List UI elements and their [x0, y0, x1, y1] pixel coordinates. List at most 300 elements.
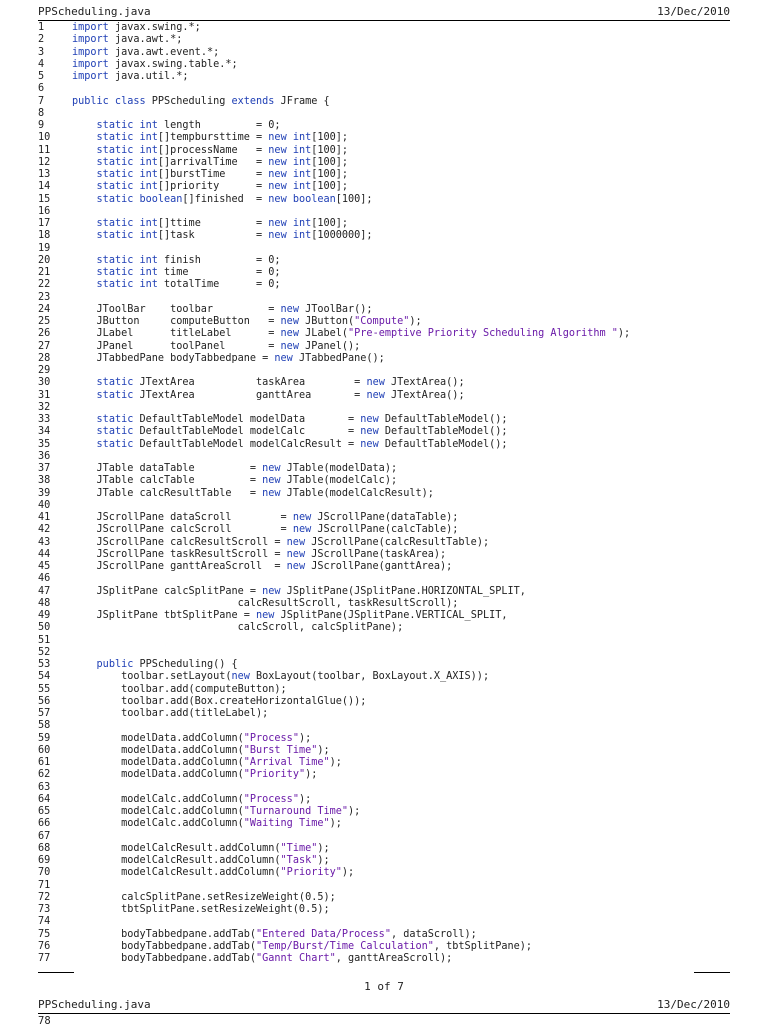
line-number: 3	[38, 46, 45, 58]
code-line	[38, 488, 738, 500]
code-text: modelCalcResult.addColumn(	[72, 867, 281, 879]
code-text: time = 0;	[157, 267, 281, 278]
code-line	[38, 573, 738, 585]
code-keyword: new int	[268, 218, 312, 229]
code-text: DefaultTableModel modelData =	[133, 414, 361, 425]
code-line	[38, 524, 738, 536]
code-line	[38, 230, 738, 242]
code-text: modelData.addColumn(	[72, 732, 244, 744]
code-keyword: new	[280, 303, 299, 315]
code-line	[38, 218, 738, 230]
code-text: JSplitPane calcSplitPane =	[72, 585, 263, 597]
code-line	[38, 561, 738, 573]
line-number: 50	[38, 622, 51, 634]
code-line	[38, 941, 738, 953]
line-number: 56	[38, 695, 51, 707]
code-text: toolbar.add(titleLabel);	[72, 708, 269, 719]
code-text: JScrollPane calcScroll =	[72, 524, 293, 536]
code-text: []task =	[157, 230, 269, 242]
code-line	[38, 549, 738, 561]
code-text: java.util.*;	[108, 71, 189, 82]
code-keyword: new int	[268, 144, 312, 156]
line-number: 27	[38, 340, 51, 352]
code-text: , dataScroll);	[390, 928, 477, 940]
code-line	[38, 341, 738, 353]
code-text	[72, 120, 97, 131]
code-keyword: public	[96, 659, 134, 670]
code-line	[38, 353, 738, 365]
code-line	[38, 708, 738, 720]
code-string: "Process"	[243, 793, 299, 805]
code-text: );	[298, 793, 312, 805]
code-text: JScrollPane(calcTable);	[311, 524, 459, 536]
code-text: BoxLayout(toolbar, BoxLayout.X_AXIS));	[249, 671, 490, 683]
code-line	[38, 34, 738, 46]
code-text: [100];	[311, 144, 349, 156]
line-number: 44	[38, 548, 51, 560]
code-keyword: new	[262, 463, 281, 474]
code-string: "Temp/Burst/Time Calculation"	[256, 940, 434, 952]
code-text: DefaultTableModel modelCalcResult =	[133, 438, 361, 450]
line-number: 18	[38, 230, 51, 242]
line-number: 32	[38, 401, 51, 413]
code-keyword: public class	[72, 95, 146, 107]
code-text: );	[409, 316, 422, 327]
line-number: 29	[38, 365, 51, 376]
line-number: 30	[38, 377, 51, 389]
code-line	[38, 169, 738, 181]
code-text: JTabbedPane();	[292, 352, 385, 364]
code-line	[38, 145, 738, 157]
code-keyword: new	[280, 316, 299, 327]
line-number: 22	[38, 279, 51, 291]
code-text: JScrollPane(ganttArea);	[305, 561, 453, 572]
line-number: 54	[38, 671, 51, 683]
code-text: DefaultTableModel();	[378, 438, 508, 450]
code-text	[72, 132, 97, 143]
code-keyword: new int	[268, 169, 312, 180]
line-number: 4	[38, 58, 45, 70]
code-keyword: static int	[96, 230, 158, 242]
line-number: 48	[38, 597, 51, 609]
code-text: , tbtSplitPane);	[433, 940, 533, 952]
code-line	[38, 255, 738, 267]
line-number: 34	[38, 426, 51, 438]
code-string: "Task"	[280, 855, 318, 866]
header-date: 13/Dec/2010	[657, 5, 730, 18]
code-keyword: static	[96, 389, 134, 401]
code-string: "Burst Time"	[243, 744, 318, 756]
code-text: modelData.addColumn(	[72, 757, 244, 768]
code-keyword: static int	[96, 279, 158, 291]
line-number: 51	[38, 634, 51, 646]
code-line	[38, 916, 738, 928]
code-text: JTable calcTable =	[72, 475, 263, 487]
code-text: JTable(modelCalc);	[280, 475, 398, 487]
code-keyword: new	[360, 438, 379, 450]
line-number: 2	[38, 34, 45, 46]
line-number: 26	[38, 328, 51, 340]
code-text	[72, 194, 97, 205]
code-string: "Gannt Chart"	[256, 953, 336, 964]
code-text: tbtSplitPane.setResizeWeight(0.5);	[72, 904, 330, 915]
code-text	[72, 426, 97, 437]
code-line	[38, 818, 738, 830]
code-text: );	[348, 806, 361, 817]
code-keyword: static	[96, 377, 134, 389]
code-line	[38, 769, 738, 781]
code-text: bodyTabbedpane.addTab(	[72, 940, 257, 952]
code-line	[38, 782, 738, 794]
code-line	[38, 904, 738, 916]
code-keyword: import	[72, 71, 109, 82]
line-number: 60	[38, 744, 51, 756]
code-text	[72, 279, 97, 290]
code-keyword: new	[292, 512, 312, 523]
line-number: 37	[38, 463, 51, 474]
next-header-rule	[38, 1013, 730, 1014]
code-line	[38, 108, 738, 120]
code-text: modelData.addColumn(	[72, 769, 244, 781]
code-string: "Process"	[243, 732, 299, 744]
code-text	[72, 377, 97, 388]
line-number: 40	[38, 499, 51, 511]
code-text: javax.swing.*;	[108, 22, 201, 33]
code-line	[38, 635, 738, 647]
code-keyword: static int	[96, 132, 158, 144]
code-text: JSplitPane(JSplitPane.HORIZONTAL_SPLIT,	[280, 585, 526, 597]
code-keyword: new	[286, 561, 306, 572]
code-keyword: static	[96, 414, 134, 425]
code-line	[38, 194, 738, 206]
line-number: 33	[38, 414, 51, 425]
code-line	[38, 365, 738, 377]
code-text: []burstTime =	[157, 169, 269, 180]
code-keyword: new	[292, 524, 312, 536]
line-number: 74	[38, 916, 51, 928]
line-number: 52	[38, 646, 51, 658]
code-text: modelCalc.addColumn(	[72, 806, 244, 817]
code-text: JScrollPane dataScroll =	[72, 512, 293, 523]
code-line	[38, 794, 738, 806]
code-line	[38, 59, 738, 71]
code-text: modelCalc.addColumn(	[72, 818, 244, 830]
code-text: []priority =	[157, 181, 269, 193]
code-text: , ganttAreaScroll);	[335, 953, 453, 964]
code-text: JTable(modelData);	[280, 463, 398, 474]
code-line	[38, 696, 738, 708]
code-line	[38, 463, 738, 475]
line-number: 76	[38, 940, 51, 952]
code-keyword: static int	[96, 267, 158, 278]
code-keyword: new	[366, 389, 385, 401]
line-number: 1	[38, 22, 45, 33]
code-text: modelData.addColumn(	[72, 744, 244, 756]
line-number: 55	[38, 683, 51, 695]
code-keyword: new	[280, 340, 299, 352]
code-text: JLabel(	[298, 328, 349, 340]
code-text: [1000000];	[311, 230, 373, 242]
line-number: 10	[38, 132, 51, 144]
code-line	[38, 439, 738, 451]
code-keyword: static int	[96, 254, 158, 266]
code-text: modelCalcResult.addColumn(	[72, 842, 281, 854]
line-number: 14	[38, 181, 51, 193]
code-text: JTable calcResultTable =	[72, 487, 263, 499]
line-number: 69	[38, 855, 51, 866]
code-text: modelCalcResult.addColumn(	[72, 855, 281, 866]
code-line	[38, 757, 738, 769]
code-text: JScrollPane(dataTable);	[311, 512, 459, 523]
line-number: 70	[38, 867, 51, 879]
next-page-line-number: 78	[38, 1015, 51, 1027]
line-number: 17	[38, 218, 51, 229]
code-text: JLabel titleLabel =	[72, 328, 281, 340]
code-line	[38, 733, 738, 745]
code-line	[38, 120, 738, 132]
code-keyword: import	[72, 34, 109, 46]
code-text: [100];	[311, 181, 349, 193]
code-keyword: static int	[96, 120, 158, 131]
code-text: PPScheduling	[145, 95, 232, 107]
code-keyword: new int	[268, 132, 312, 144]
code-line	[38, 537, 738, 549]
line-number: 43	[38, 536, 51, 548]
code-line	[38, 745, 738, 757]
code-line	[38, 929, 738, 941]
line-number: 61	[38, 757, 51, 768]
code-line	[38, 71, 738, 83]
line-number: 39	[38, 487, 51, 499]
code-text: JScrollPane calcResultScroll =	[72, 536, 287, 548]
code-line	[38, 304, 738, 316]
code-text: JTextArea taskArea =	[133, 377, 367, 389]
code-line	[38, 47, 738, 59]
line-number: 64	[38, 793, 51, 805]
line-number: 12	[38, 156, 51, 168]
line-number: 65	[38, 806, 51, 817]
code-text: []finished =	[182, 193, 269, 205]
code-text	[72, 390, 97, 401]
code-keyword: extends	[231, 95, 275, 107]
code-string: "Waiting Time"	[243, 818, 330, 830]
code-text: calcScroll, calcSplitPane);	[72, 622, 404, 634]
code-text: DefaultTableModel modelCalc =	[133, 426, 361, 438]
code-line	[38, 500, 738, 512]
code-text: JToolBar toolbar =	[72, 303, 281, 315]
line-number: 77	[38, 953, 51, 964]
line-number: 7	[38, 95, 45, 107]
code-line	[38, 22, 738, 34]
code-line	[38, 132, 738, 144]
code-keyword: new	[360, 426, 379, 438]
code-text: JSplitPane(JSplitPane.VERTICAL_SPLIT,	[274, 610, 508, 621]
code-text: bodyTabbedpane.addTab(	[72, 953, 257, 964]
code-text: JPanel toolPanel =	[72, 340, 281, 352]
code-line	[38, 96, 738, 108]
line-number: 6	[38, 83, 45, 95]
code-text: JTextArea();	[384, 377, 465, 389]
line-number: 36	[38, 450, 51, 462]
code-text: JScrollPane(taskArea);	[305, 548, 447, 560]
code-text: javax.swing.table.*;	[108, 58, 238, 70]
code-line	[38, 720, 738, 732]
line-number: 20	[38, 254, 51, 266]
line-number: 35	[38, 438, 51, 450]
code-text: JButton(	[298, 316, 355, 327]
code-line	[38, 243, 738, 255]
code-text: [100];	[311, 218, 349, 229]
code-string: "Turnaround Time"	[243, 806, 349, 817]
code-line	[38, 880, 738, 892]
code-line	[38, 316, 738, 328]
code-text	[72, 169, 97, 180]
code-line	[38, 953, 738, 965]
code-keyword: new	[256, 610, 275, 621]
page-header	[38, 5, 730, 19]
code-keyword: new	[366, 377, 385, 389]
line-number: 68	[38, 842, 51, 854]
line-number: 49	[38, 610, 51, 621]
code-text: JButton computeButton =	[72, 316, 281, 327]
page-number: 1 of 7	[364, 980, 404, 993]
code-text: JFrame {	[274, 95, 330, 107]
code-keyword: static int	[96, 169, 158, 180]
code-text	[72, 255, 97, 266]
code-line	[38, 181, 738, 193]
code-line	[38, 414, 738, 426]
code-line	[38, 475, 738, 487]
code-line	[38, 892, 738, 904]
code-string: "Priority"	[243, 769, 306, 781]
code-text	[72, 659, 97, 670]
code-text	[72, 145, 97, 156]
code-keyword: static int	[96, 144, 158, 156]
line-number: 73	[38, 904, 51, 915]
code-text: calcSplitPane.setResizeWeight(0.5);	[72, 891, 336, 903]
code-text	[72, 267, 97, 278]
code-text: toolbar.add(computeButton);	[72, 683, 287, 695]
code-keyword: import	[72, 58, 109, 70]
code-text: finish = 0;	[157, 254, 281, 266]
line-number: 38	[38, 475, 51, 487]
code-line	[38, 622, 738, 634]
code-text: );	[317, 855, 330, 866]
line-number: 41	[38, 512, 51, 523]
code-line	[38, 598, 738, 610]
code-text: );	[341, 867, 355, 879]
code-line	[38, 831, 738, 843]
code-text: toolbar.add(Box.createHorizontalGlue());	[72, 695, 367, 707]
line-number: 72	[38, 891, 51, 903]
code-keyword: static	[96, 438, 134, 450]
code-text: java.awt.event.*;	[108, 46, 220, 58]
code-keyword: new	[286, 548, 306, 560]
code-keyword: static boolean	[96, 193, 183, 205]
code-line	[38, 684, 738, 696]
code-text: []processName =	[157, 144, 269, 156]
line-number: 5	[38, 71, 45, 82]
code-line	[38, 855, 738, 867]
code-text: []ttime =	[157, 218, 269, 229]
code-text: JScrollPane(calcResultTable);	[305, 536, 490, 548]
line-number: 47	[38, 585, 51, 597]
line-number: 21	[38, 267, 51, 278]
code-text: DefaultTableModel();	[378, 414, 508, 425]
code-text: JTable dataTable =	[72, 463, 263, 474]
code-text: []tempbursttime =	[157, 132, 269, 144]
code-line	[38, 610, 738, 622]
code-text: [100];	[311, 132, 349, 144]
code-line	[38, 659, 738, 671]
line-number: 24	[38, 303, 51, 315]
line-number: 53	[38, 659, 51, 670]
code-keyword: new	[262, 585, 281, 597]
code-text	[72, 439, 97, 450]
code-keyword: new int	[268, 230, 312, 242]
footer-rule-right	[694, 972, 730, 973]
code-keyword: new	[231, 671, 250, 683]
footer-rule-left	[38, 972, 74, 973]
code-text: );	[617, 328, 631, 340]
code-text: []arrivalTime =	[157, 156, 269, 168]
code-text: [100];	[335, 193, 373, 205]
code-line	[38, 267, 738, 279]
code-text: );	[329, 818, 342, 830]
code-string: "Priority"	[280, 867, 342, 879]
code-line	[38, 843, 738, 855]
code-keyword: new	[274, 352, 293, 364]
code-string: "Entered Data/Process"	[256, 928, 391, 940]
code-line	[38, 292, 738, 304]
code-line	[38, 426, 738, 438]
line-number: 15	[38, 193, 51, 205]
code-text: JSplitPane tbtSplitPane =	[72, 610, 257, 621]
line-number: 8	[38, 107, 45, 119]
code-text: JTable(modelCalcResult);	[280, 487, 434, 499]
line-number: 57	[38, 708, 51, 719]
code-line	[38, 402, 738, 414]
code-keyword: new boolean	[268, 193, 336, 205]
code-text: totalTime = 0;	[157, 279, 281, 291]
code-keyword: static int	[96, 181, 158, 193]
code-text: modelCalc.addColumn(	[72, 793, 244, 805]
code-keyword: new	[280, 328, 299, 340]
code-text: DefaultTableModel();	[378, 426, 508, 438]
line-number: 13	[38, 169, 51, 180]
code-text: JPanel();	[298, 340, 361, 352]
code-text: );	[305, 769, 318, 781]
line-number: 59	[38, 732, 51, 744]
header-rule	[38, 20, 730, 21]
code-keyword: new int	[268, 156, 312, 168]
line-number: 45	[38, 561, 51, 572]
code-text: JTextArea ganttArea =	[133, 389, 367, 401]
code-text: PPScheduling() {	[133, 659, 238, 670]
line-number: 9	[38, 120, 45, 131]
code-text	[72, 218, 97, 229]
code-text: toolbar.setLayout(	[72, 671, 232, 683]
next-page-header	[38, 998, 730, 1012]
code-line	[38, 512, 738, 524]
code-keyword: static int	[96, 156, 158, 168]
code-line	[38, 867, 738, 879]
line-number: 75	[38, 928, 51, 940]
line-number: 42	[38, 524, 51, 536]
line-number: 19	[38, 242, 51, 254]
code-keyword: import	[72, 46, 109, 58]
code-text: );	[317, 744, 330, 756]
